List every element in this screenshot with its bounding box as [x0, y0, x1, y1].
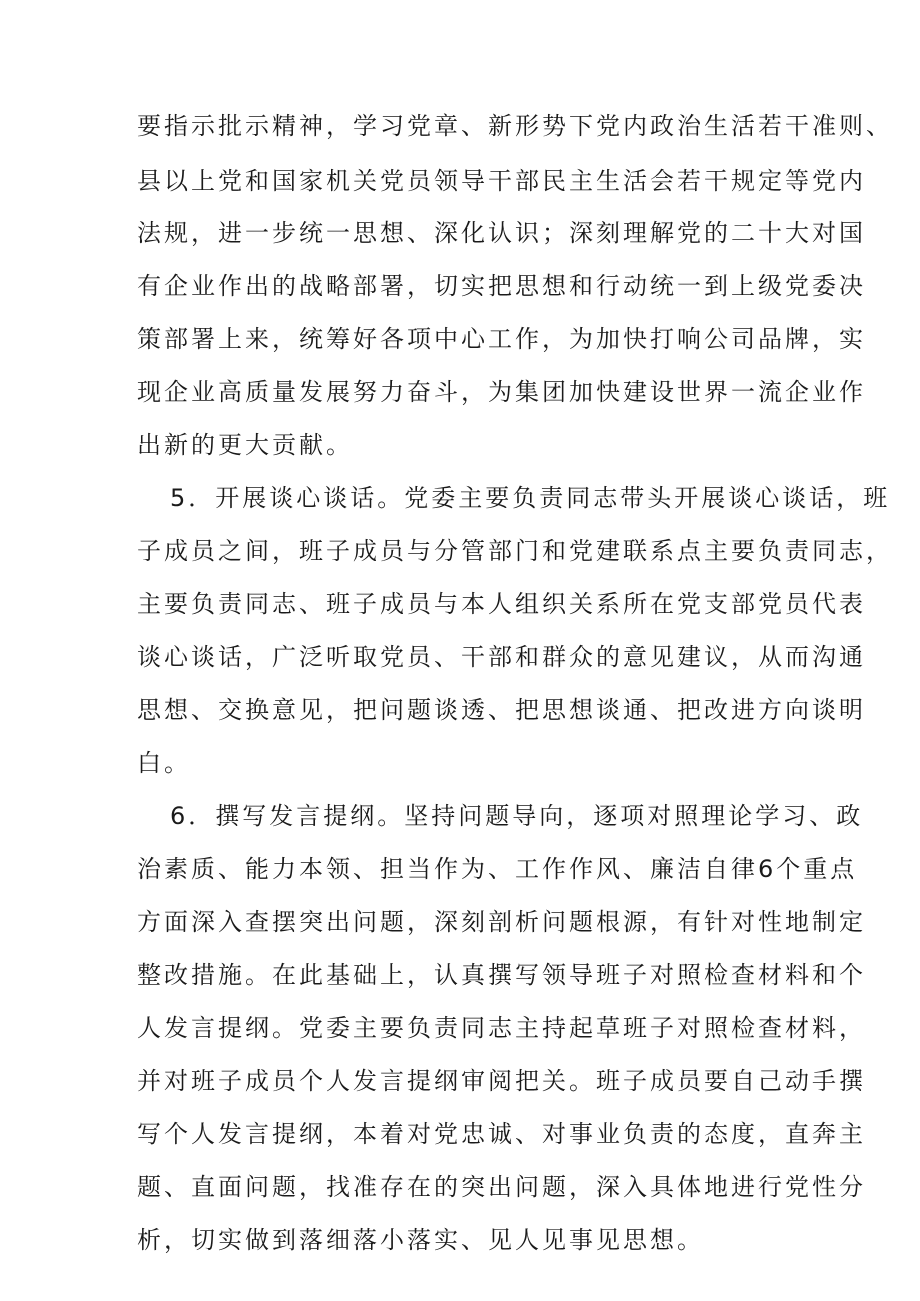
- text-line: 题、直面问题，找准存在的突出问题，深入具体地进行党性分: [137, 1173, 866, 1201]
- text-line: 现企业高质量发展努力奋斗，为集团加快建设世界一流企业作: [137, 378, 866, 406]
- text-line: 析，切实做到落细落小落实、见人见事见思想。: [137, 1226, 704, 1254]
- text-line: 方面深入查摆突出问题，深刻剖析问题根源，有针对性地制定: [137, 908, 866, 936]
- text-line: 写个人发言提纲，本着对党忠诚、对事业负责的态度，直奔主: [137, 1120, 866, 1148]
- text-line: 子成员之间，班子成员与分管部门和党建联系点主要负责同志，: [137, 537, 893, 565]
- text-line: 并对班子成员个人发言提纲审阅把关。班子成员要自己动手撰: [137, 1067, 866, 1095]
- text-line: 主要负责同志、班子成员与本人组织关系所在党支部党员代表: [137, 590, 866, 618]
- text-line: 白。: [137, 749, 191, 777]
- text-line: 策部署上来，统筹好各项中心工作，为加快打响公司品牌，实: [137, 325, 866, 353]
- paragraph-5-heading-line: 5．开展谈心谈话。党委主要负责同志带头开展谈心谈话，班: [170, 484, 891, 512]
- text-line: 治素质、能力本领、担当作为、工作作风、廉洁自律6个重点: [137, 855, 858, 883]
- text-line: 县以上党和国家机关党员领导干部民主生活会若干规定等党内: [137, 167, 866, 195]
- text-line: 谈心谈话，广泛听取党员、干部和群众的意见建议，从而沟通: [137, 643, 866, 671]
- text-line: 思想、交换意见，把问题谈透、把思想谈通、把改进方向谈明: [137, 696, 866, 724]
- text-line: 人发言提纲。党委主要负责同志主持起草班子对照检查材料，: [137, 1014, 866, 1042]
- text-line: 法规，进一步统一思想、深化认识；深刻理解党的二十大对国: [137, 219, 866, 247]
- text-line: 出新的更大贡献。: [137, 431, 353, 459]
- paragraph-6-heading-line: 6．撰写发言提纲。坚持问题导向，逐项对照理论学习、政: [170, 802, 864, 830]
- text-line: 要指示批示精神，学习党章、新形势下党内政治生活若干准则、: [137, 112, 893, 140]
- text-line: 整改措施。在此基础上，认真撰写领导班子对照检查材料和个: [137, 961, 866, 989]
- text-line: 有企业作出的战略部署，切实把思想和行动统一到上级党委决: [137, 272, 866, 300]
